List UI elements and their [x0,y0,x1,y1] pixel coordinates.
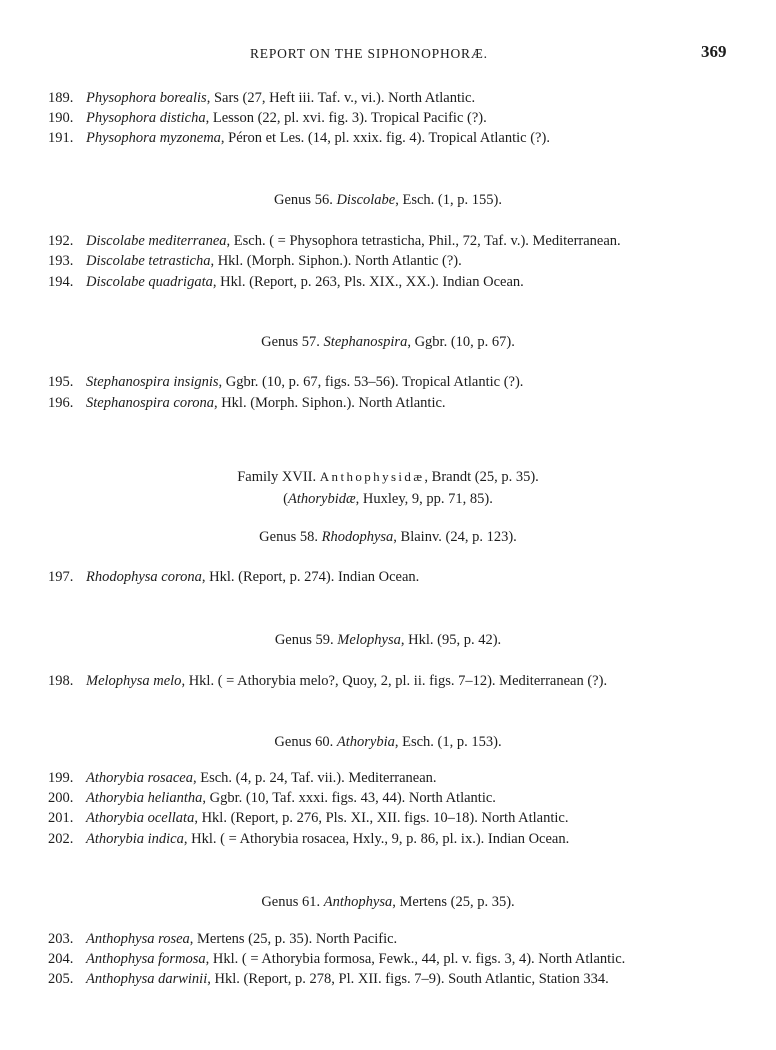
species-name: Athorybia indica [86,831,184,847]
species-name: Athorybia ocellata [86,810,195,826]
species-name: Stephanospira insignis [86,374,219,390]
family-synonym: (Athorybidæ, Huxley, 9, pp. 71, 85). [283,491,493,507]
species-entry: 195. Stephanospira insignis, Ggbr. (10, p. 67, figs. 53–56). Tropical Atlantic (?). [48,374,524,390]
species-entry: 194. Discolabe quadrigata, Hkl. (Report, p. 263, Pls. XIX., XX.). Indian Ocean. [48,274,524,290]
species-name: Anthophysa rosea [86,931,190,947]
species-entry: 204. Anthophysa formosa, Hkl. ( = Athorybia formosa, Fewk., 44, pl. v. figs. 3, 4). North Atlantic. [48,951,626,967]
page-number: 369 [701,42,727,61]
family-heading: Family XVII. Anthophysidæ, Brandt (25, p. 35). [237,469,539,485]
species-name: Melophysa melo [86,673,182,689]
species-entry: 189. Physophora borealis, Sars (27, Heft iii. Taf. v., vi.). North Atlantic. [48,90,476,106]
species-name: Physophora myzonema [86,130,221,146]
genus-heading: Genus 56. Discolabe, Esch. (1, p. 155). [274,192,502,208]
running-head: REPORT ON THE SIPHONOPHORÆ. [250,46,488,61]
species-entry: 196. Stephanospira corona, Hkl. (Morph. Siphon.). North Atlantic. [48,395,446,411]
species-entry: 202. Athorybia indica, Hkl. ( = Athorybia rosacea, Hxly., 9, p. 86, pl. ix.). Indian Ocean. [48,831,570,847]
species-entry: 205. Anthophysa darwinii, Hkl. (Report, p. 278, Pl. XII. figs. 7–9). South Atlantic, Station 334. [48,971,609,987]
species-entry: 199. Athorybia rosacea, Esch. (4, p. 24, Taf. vii.). Mediterranean. [48,770,437,786]
species-name: Physophora borealis [86,90,207,106]
genus-heading: Genus 59. Melophysa, Hkl. (95, p. 42). [274,632,502,648]
species-entry: 192. Discolabe mediterranea, Esch. ( = Physophora tetrasticha, Phil., 72, Taf. v.). Mediterranean. [48,233,621,249]
species-name: Discolabe mediterranea [86,233,227,249]
species-entry: 193. Discolabe tetrasticha, Hkl. (Morph. Siphon.). North Atlantic (?). [48,253,462,269]
genus-heading: Genus 60. Athorybia, Esch. (1, p. 153). [274,734,502,750]
species-name: Athorybia rosacea [86,770,193,786]
species-entry: 190. Physophora disticha, Lesson (22, pl. xvi. fig. 3). Tropical Pacific (?). [48,110,487,126]
species-name: Physophora disticha [86,110,206,126]
genus-heading: Genus 58. Rhodophysa, Blainv. (24, p. 123). [259,529,517,545]
species-entry: 198. Melophysa melo, Hkl. ( = Athorybia melo?, Quoy, 2, pl. ii. figs. 7–12). Mediterranean (?). [48,673,608,689]
species-entry: 200. Athorybia heliantha, Ggbr. (10, Taf. xxxi. figs. 43, 44). North Atlantic. [48,790,496,806]
species-entry: 191. Physophora myzonema, Péron et Les. (14, pl. xxix. fig. 4). Tropical Atlantic (?). [48,130,550,146]
species-name: Anthophysa formosa [86,951,206,967]
species-name: Discolabe quadrigata [86,274,213,290]
species-name: Anthophysa darwinii [86,971,208,987]
genus-heading: Genus 57. Stephanospira, Ggbr. (10, p. 67). [261,334,515,350]
species-entry: 201. Athorybia ocellata, Hkl. (Report, p. 276, Pls. XI., XII. figs. 10–18). North Atlantic. [48,810,569,826]
genus-heading: Genus 61. Anthophysa, Mertens (25, p. 35). [261,894,515,910]
page-header [0,44,776,66]
species-entry: 203. Anthophysa rosea, Mertens (25, p. 35). North Pacific. [48,931,398,947]
species-entry: 197. Rhodophysa corona, Hkl. (Report, p. 274). Indian Ocean. [48,569,420,585]
species-name: Stephanospira corona [86,395,214,411]
species-name: Discolabe tetrasticha [86,253,211,269]
species-name: Athorybia heliantha [86,790,203,806]
species-name: Rhodophysa corona [86,569,202,585]
